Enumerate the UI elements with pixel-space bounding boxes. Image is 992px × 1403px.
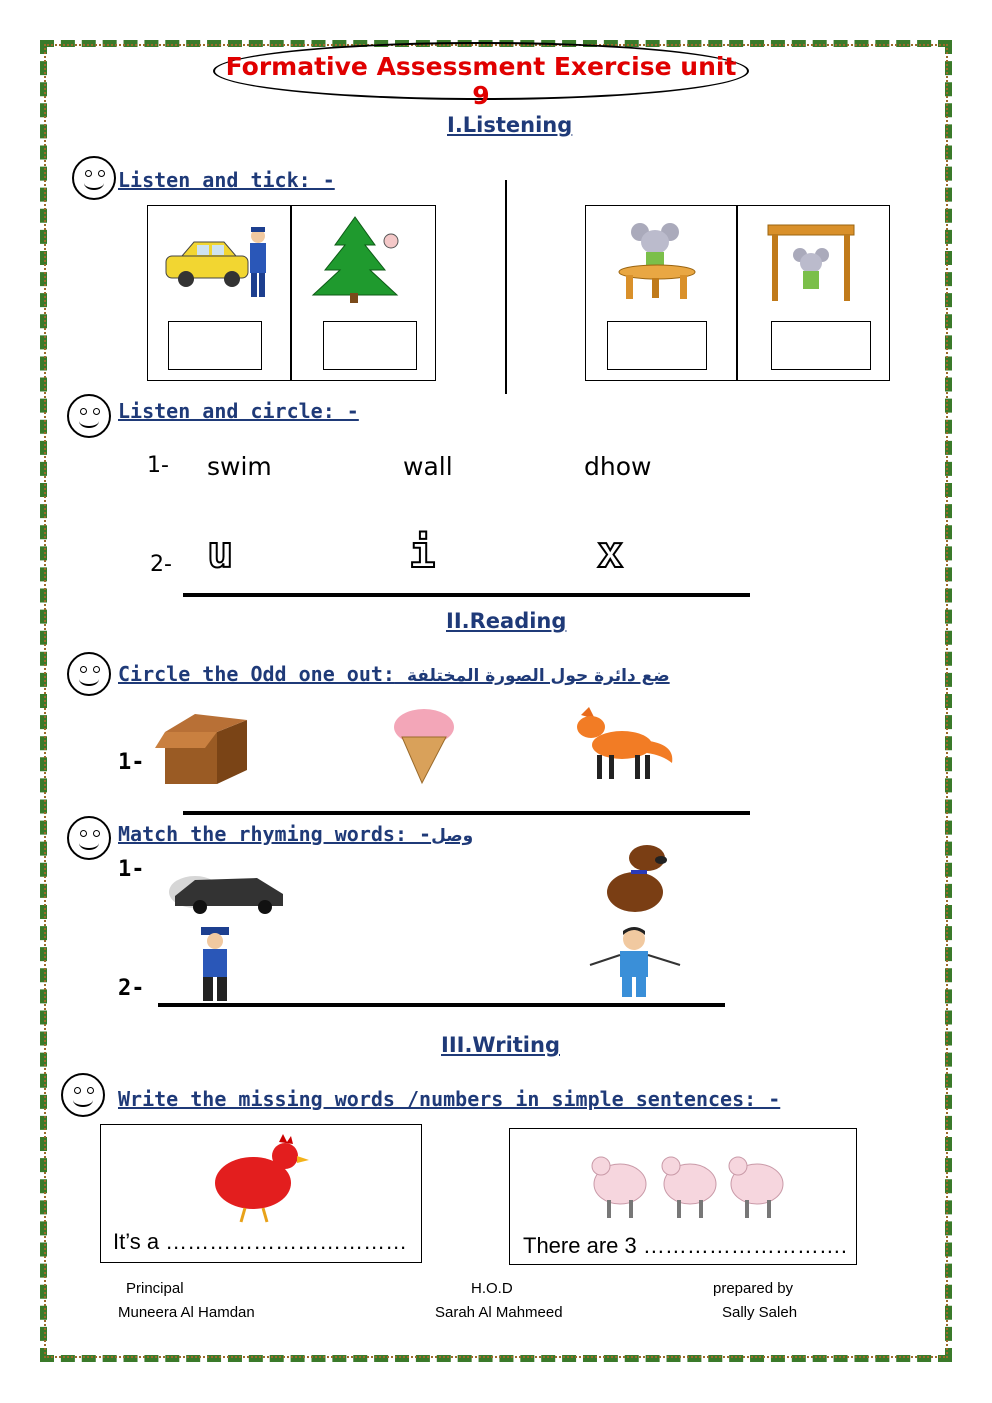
item-number: 1- — [147, 453, 169, 478]
item-number: 1- — [118, 750, 145, 775]
hod-name: Sarah Al Mahmeed — [435, 1304, 563, 1321]
mouse-on-table-image — [612, 220, 702, 305]
question-match-rhyming — [118, 822, 473, 846]
page-title: Formative Assessment Exercise unit 9 — [225, 52, 737, 110]
policeman-image[interactable] — [185, 925, 245, 1005]
arabic-instruction: وصل — [431, 826, 474, 846]
item-number: 2- — [118, 976, 145, 1001]
tree-image — [305, 215, 410, 305]
boy-image[interactable] — [582, 925, 687, 1003]
tick-box[interactable] — [323, 321, 417, 370]
section-writing: III.Writing — [441, 1033, 560, 1057]
section-rule — [183, 811, 750, 815]
item-number: 1- — [118, 857, 145, 882]
mouse-under-table-image — [764, 213, 859, 305]
hen-image — [205, 1128, 310, 1223]
section-rule — [183, 593, 750, 597]
hod-title: H.O.D — [471, 1280, 513, 1297]
fox-image[interactable] — [567, 705, 682, 785]
principal-title: Principal — [126, 1280, 184, 1297]
question-text: Circle the Odd one out: — [118, 662, 395, 686]
smiley-icon — [61, 1073, 105, 1117]
question-write-missing: Write the missing words /numbers in simple sentences: - — [118, 1087, 781, 1111]
smiley-icon — [67, 816, 111, 860]
sheep-image — [585, 1146, 785, 1224]
word-choice[interactable]: wall — [403, 452, 453, 481]
word-choice[interactable]: dhow — [584, 452, 652, 481]
section-listening: I.Listening — [447, 113, 573, 137]
word-choice[interactable]: swim — [207, 452, 272, 481]
section-reading: II.Reading — [446, 609, 567, 633]
arabic-instruction: ضع دائرة حول الصورة المختلفة — [407, 666, 670, 686]
letter-choice[interactable]: i — [409, 527, 436, 578]
prepared-name: Sally Saleh — [722, 1304, 798, 1321]
divider — [290, 205, 292, 381]
sentence-1[interactable]: It’s a …………………………… — [113, 1229, 408, 1254]
box-image[interactable] — [155, 704, 255, 786]
prepared-title: prepared by — [713, 1280, 794, 1297]
smiley-icon — [72, 156, 116, 200]
principal-name: Muneera Al Hamdan — [118, 1304, 255, 1321]
car-image[interactable] — [165, 862, 290, 917]
letter-choice[interactable]: u — [207, 527, 234, 578]
question-listen-circle: Listen and circle: - — [118, 399, 359, 423]
letter-choice[interactable]: x — [597, 527, 624, 578]
ice-cream-image[interactable] — [390, 705, 460, 785]
smiley-icon — [67, 652, 111, 696]
sentence-2[interactable]: There are 3 ………………………. — [523, 1233, 847, 1258]
dog-image[interactable] — [597, 842, 677, 917]
section-rule — [158, 1003, 725, 1007]
question-odd-one-out — [118, 662, 670, 686]
smiley-icon — [67, 394, 111, 438]
taxi-policeman-image — [160, 222, 280, 302]
vertical-separator — [505, 180, 507, 394]
tick-box[interactable] — [607, 321, 707, 370]
question-listen-tick: Listen and tick: - — [118, 168, 335, 192]
question-text: Match the rhyming words: - — [118, 822, 432, 846]
tick-box[interactable] — [771, 321, 871, 370]
tick-box[interactable] — [168, 321, 262, 370]
divider — [736, 205, 738, 381]
item-number: 2- — [150, 552, 172, 577]
